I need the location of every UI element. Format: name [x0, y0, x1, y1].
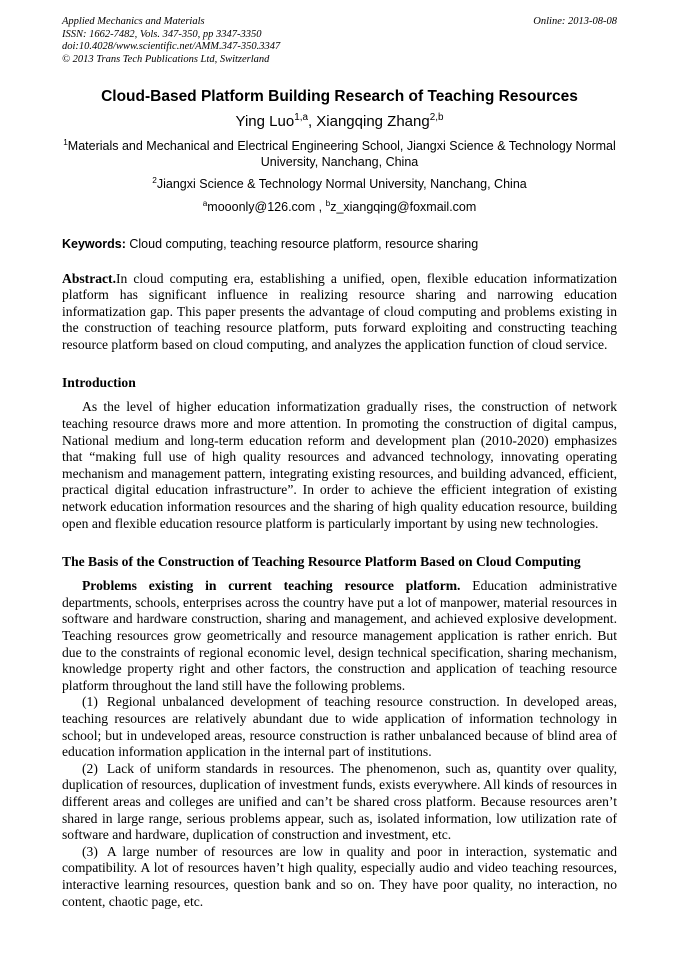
problems-paragraph: [62, 578, 617, 694]
email-b-address: z_xiangqing@foxmail.com: [330, 199, 477, 214]
affiliation-1-superscript: 1: [63, 137, 68, 147]
journal-name: Applied Mechanics and Materials: [62, 16, 205, 27]
problems-paragraph-lead: Problems existing in current teaching resource platform.: [82, 578, 461, 594]
author-2-superscript: 2,b: [429, 112, 444, 123]
author-2-name: Xiangqing Zhang: [316, 113, 430, 130]
affiliation-2-text: Jiangxi Science & Technology Normal University, Nanchang, China: [156, 177, 527, 191]
problem-item-3: [62, 844, 617, 910]
email-a-superscript: a: [202, 198, 208, 208]
authors-line: [62, 112, 617, 132]
problem-item-2-number: (2): [82, 760, 98, 776]
abstract-paragraph: [62, 271, 617, 354]
problem-item-1: [62, 694, 617, 760]
abstract-label: Abstract.: [62, 270, 116, 286]
author-1-superscript: 1,a: [294, 112, 308, 123]
journal-info: [62, 16, 280, 66]
affiliation-1: [62, 139, 617, 170]
problem-item-2-text: Lack of uniform standards in resources. The phenomenon, such as, quantity over quality, duplication of resources, duplication of investment funds, exists everywhere. All kinds of resources in different areas and colleges are unified and can’t be shared cross platform. Because resources aren’t shared in large range, serious problems appear, such as, isolated information, low utilization rate of software and hardware, duplication of construction and investment, etc.: [62, 760, 617, 843]
emails-line: [62, 200, 617, 216]
copyright-line: © 2013 Trans Tech Publications Ltd, Switzerland: [62, 53, 270, 65]
problem-item-2: [62, 761, 617, 844]
issn-line: ISSN: 1662-7482, Vols. 347-350, pp 3347-3350: [62, 28, 262, 40]
doi-line: doi:10.4028/www.scientific.net/AMM.347-350.3347: [62, 41, 281, 52]
emails-separator: ,: [315, 199, 326, 214]
authors-separator: ,: [307, 113, 317, 130]
problems-paragraph-text: Education administrative departments, schools, enterprises across the country have put a lot of manpower, material resources in software and hardware construction, sharing and management, and achieved explosive development. Teaching resources grow geometrically and resource management application is rather enrich. But due to the constraints of regional economic level, design technical specification, sharing mechanism, knowledge property right and other factors, the construction and application of teaching resource platform throughout the land still have the following problems.: [62, 578, 617, 693]
journal-header: [62, 16, 617, 66]
affiliation-1-text: Materials and Mechanical and Electrical Engineering School, Jiangxi Science & Technology Normal University, Nanchang, China: [67, 139, 616, 169]
email-b-superscript: b: [325, 198, 331, 208]
section-heading-basis: The Basis of the Construction of Teaching Resource Platform Based on Cloud Computing: [62, 554, 581, 570]
online-date: Online: 2013-08-08: [533, 16, 617, 27]
problem-item-3-text: A large number of resources are low in quality and poor in interaction, systematic and compatibility. A lot of resources haven’t high quality, especially audio and video teaching resources, interactive learning resources, question bank and so on. They have poor quality, no interaction, no content, chaotic page, etc.: [62, 843, 617, 909]
problem-item-1-number: (1): [82, 694, 98, 710]
introduction-paragraph: As the level of higher education informatization gradually rises, the construction of network teaching resource draws more and more attention. In promoting the construction of digital campus, National medium and long-term education reform and development plan (2010-2020) emphasizes that “making full use of high quality resources and advanced technology, innovating operating mechanism and management pattern, integrating existing resources, and building advanced, efficient, practical digital education infrastructure”. In order to achieve the efficient integration of existing network education information resources and the sharing of high quality education resource, building open and flexible education resource platform is particularly important by using new technologies.: [62, 399, 617, 531]
problem-item-3-number: (3): [82, 843, 98, 859]
email-a-address: mooonly@126.com: [207, 199, 316, 214]
keywords-label: Keywords:: [62, 237, 126, 251]
paper-title: Cloud-Based Platform Building Research of Teaching Resources: [101, 88, 578, 105]
author-1-name: Ying Luo: [235, 113, 295, 130]
abstract-text: In cloud computing era, establishing a unified, open, flexible education informatization platform has significant influence in realizing resource sharing and narrowing education informatization gap. This paper presents the advantage of cloud computing and problems existing in the construction of teaching resource platform, puts forward exploiting and constructing teaching resource platform based on cloud computing, and analyzes the application function of cloud service.: [62, 270, 617, 352]
section-heading-introduction: Introduction: [62, 375, 136, 391]
keywords-text: Cloud computing, teaching resource platform, resource sharing: [125, 237, 479, 251]
affiliation-2: [62, 177, 617, 193]
problem-item-1-text: Regional unbalanced development of teaching resource construction. In developed areas, teaching resources are relatively abundant due to wide application of information technology in school; but in undeveloped areas, resource construction is rather unbalanced because of blind area of education information application in the internal part of institutions.: [62, 694, 617, 760]
affiliation-2-superscript: 2: [152, 175, 157, 185]
keywords-line: [62, 237, 617, 253]
